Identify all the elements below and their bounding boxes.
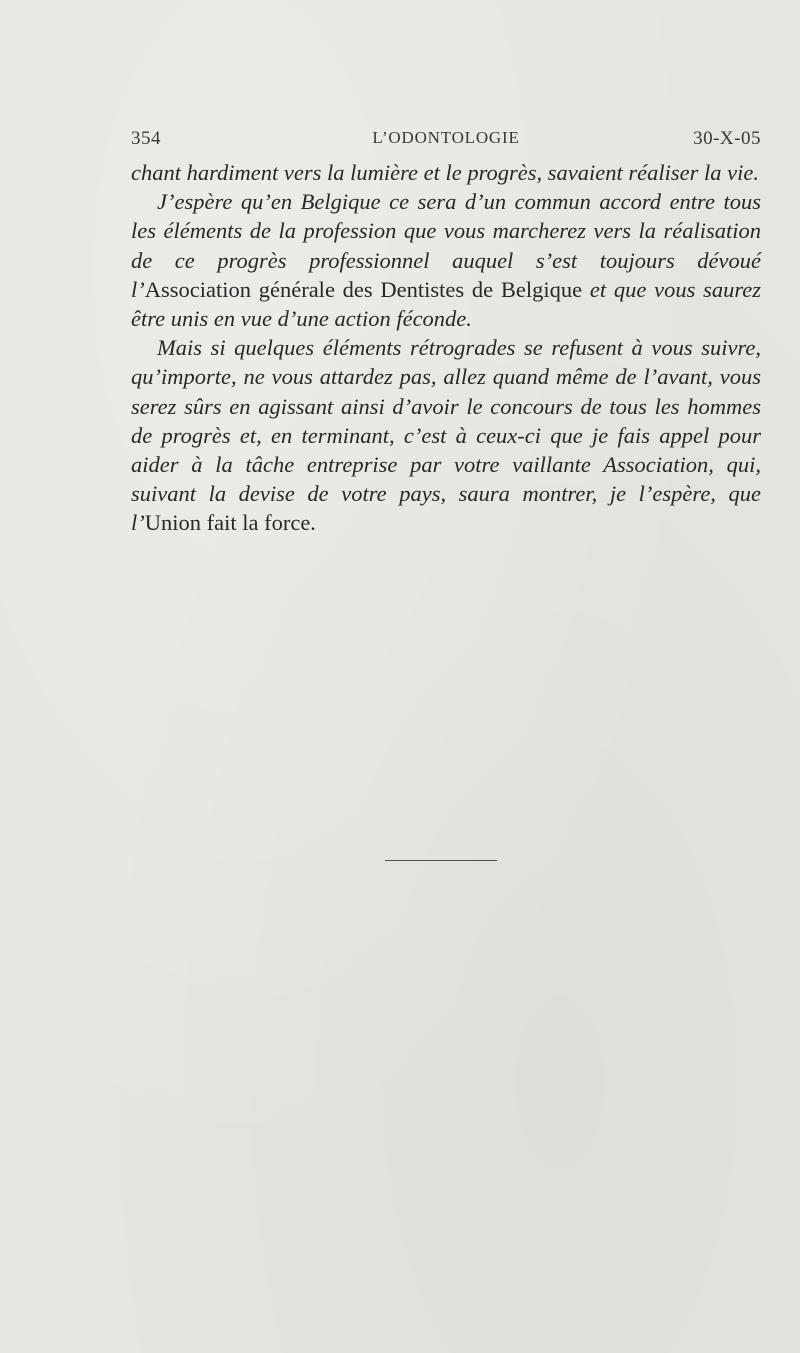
text-run: Union fait la force. bbox=[144, 510, 316, 536]
paragraph-2 bbox=[131, 187, 761, 333]
text-run: et que vous saurez être unis en vue d’une action féconde. bbox=[131, 276, 761, 332]
text-run: J’espère qu’en Belgique ce sera d’un commun accord entre tous les éléments de la profession que vous marcherez vers la réalisation de ce progrès professionnel auquel s’est toujours dévoué l’ bbox=[131, 189, 761, 302]
body-text bbox=[131, 158, 761, 538]
paragraph-1 bbox=[131, 158, 761, 187]
issue-date: 30-X-05 bbox=[693, 128, 761, 149]
section-end-rule bbox=[385, 860, 497, 861]
journal-title: L’ODONTOLOGIE bbox=[372, 128, 520, 147]
text-run: Association générale des Dentistes de Belgique bbox=[144, 276, 583, 302]
paragraph-3 bbox=[131, 333, 761, 537]
text-run: Mais si quelques éléments rétrogrades se refusent à vous suivre, qu’importe, ne vous attardez pas, allez quand même de l’avant, vous serez sûrs en agissant ainsi d’avoir le concours de tous les hommes de progrès et, en terminant, c’est à ceux-ci que je fais appel pour aider à la tâche entreprise par votre vaillante Association, qui, suivant la devise de votre pays, saura montrer, je l’espère, que l’ bbox=[131, 335, 761, 536]
page-number: 354 bbox=[131, 128, 161, 149]
running-head bbox=[131, 128, 761, 156]
text-run: chant hardiment vers la lumière et le progrès, savaient réaliser la vie. bbox=[131, 160, 760, 185]
